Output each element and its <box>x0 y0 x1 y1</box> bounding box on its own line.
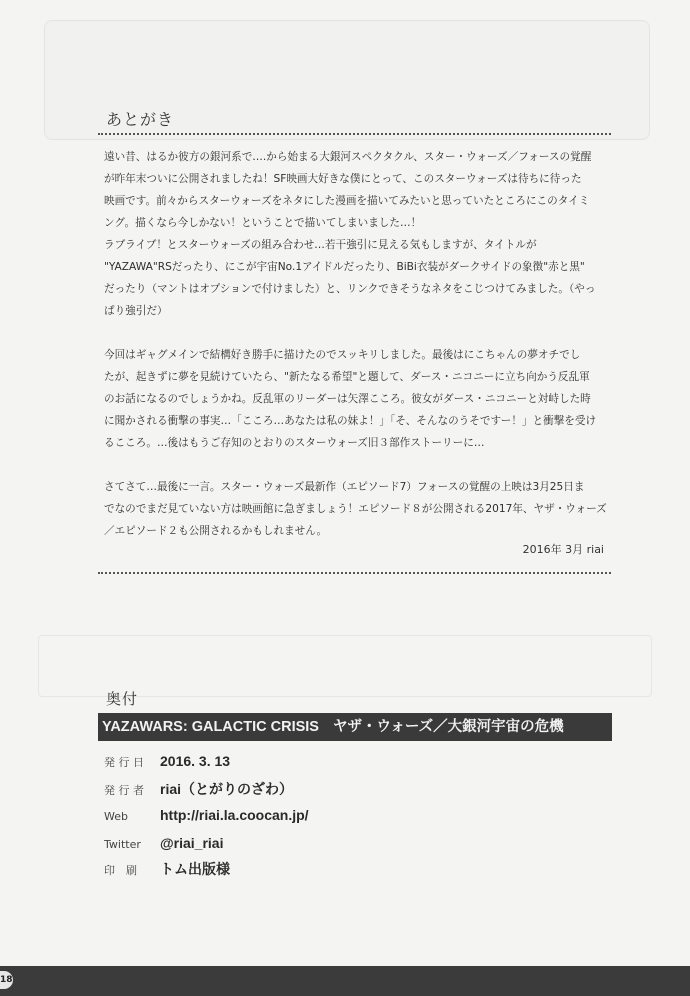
dotted-divider-top <box>98 133 611 135</box>
colophon-title-en: YAZAWARS: GALACTIC CRISIS <box>102 719 319 735</box>
colophon-title-bar <box>98 713 612 741</box>
colophon-row-publisher <box>104 778 604 800</box>
afterword-paragraph: 今回はギャグメインで結構好き勝手に描けたのでスッキリしました。最後はにこちゃんの夢オチでし たが、起きずに夢を見続けていたら、"新たなる希望"と題して、ダース・ニコニーに立ち向かう反乱軍 のお話になるのでしょうかね。反乱軍のリーダーは矢澤こころ。彼女がダース・ニコニーと対峙した時 に聞かされる衝撃の事実…「こころ…あなたは私の妹よ！」「そ、そんなのうそですー！」と衝撃を受け るこころ。…後はもうご存知のとおりのスターウォーズ旧３部作ストーリーに… <box>104 349 597 449</box>
afterword-date: 2016年 3月 riai <box>522 543 604 556</box>
colophon-value: riai（とがりのざわ） <box>160 781 294 797</box>
colophon-row-publish-date <box>104 750 604 772</box>
colophon-label: Web <box>104 810 128 823</box>
colophon-row-web <box>104 804 604 826</box>
colophon-heading: 奥付 <box>106 690 139 708</box>
colophon-value: 2016. 3. 13 <box>160 753 231 769</box>
colophon-row-printer <box>104 858 604 880</box>
colophon-label: 発 行 者 <box>104 784 144 797</box>
afterword-paragraph: 遠い昔、はるか彼方の銀河系で….から始まる大銀河スペクタクル、スター・ウォーズ／フォースの覚醒 が昨年末ついに公開されましたね！SF映画大好きな僕にとって、このスターウォーズは待ちに待った 映画です。前々からスターウォーズをネタにした漫画を描いてみたいと思っていたところにこのタイミ ング。描くなら今しかない！ということで描いてしまいました…！ ラブライブ！とスターウォーズの組み合わせ…若干強引に見える気もしますが、タイトルが "YAZAWA"RSだったり、にこが宇宙No.1アイドルだったり、BiBi衣装がダークサイドの象徴"赤と黒" だったり（マントはオプションで付けました）と、リンクできそうなネタをこじつけてみました。（やっ ぱり強引だ） <box>104 151 596 317</box>
colophon-title-jp: ヤザ・ウォーズ／大銀河宇宙の危機 <box>332 719 564 735</box>
afterword-heading: あとがき <box>106 110 175 129</box>
page-number: 18 <box>0 971 13 989</box>
colophon-value: http://riai.la.coocan.jp/ <box>160 807 309 823</box>
colophon-value: @riai_riai <box>160 835 224 851</box>
colophon-label: 発 行 日 <box>104 756 144 769</box>
colophon-label: Twitter <box>104 838 141 851</box>
afterword-body <box>104 146 610 542</box>
footer-bar <box>0 966 690 996</box>
afterword-paragraph: さてさて…最後に一言。スター・ウォーズ最新作（エピソード7）フォースの覚醒の上映は3月25日ま でなのでまだ見ていない方は映画館に急ぎましょう！エピソード８が公開される2017年、ヤザ・ウォーズ ／エピソード２も公開されるかもしれません。 <box>104 481 607 537</box>
colophon-row-twitter <box>104 832 604 854</box>
colophon-value: トム出版様 <box>160 861 230 877</box>
dotted-divider-bottom <box>98 572 611 574</box>
colophon-label: 印 刷 <box>104 864 137 877</box>
